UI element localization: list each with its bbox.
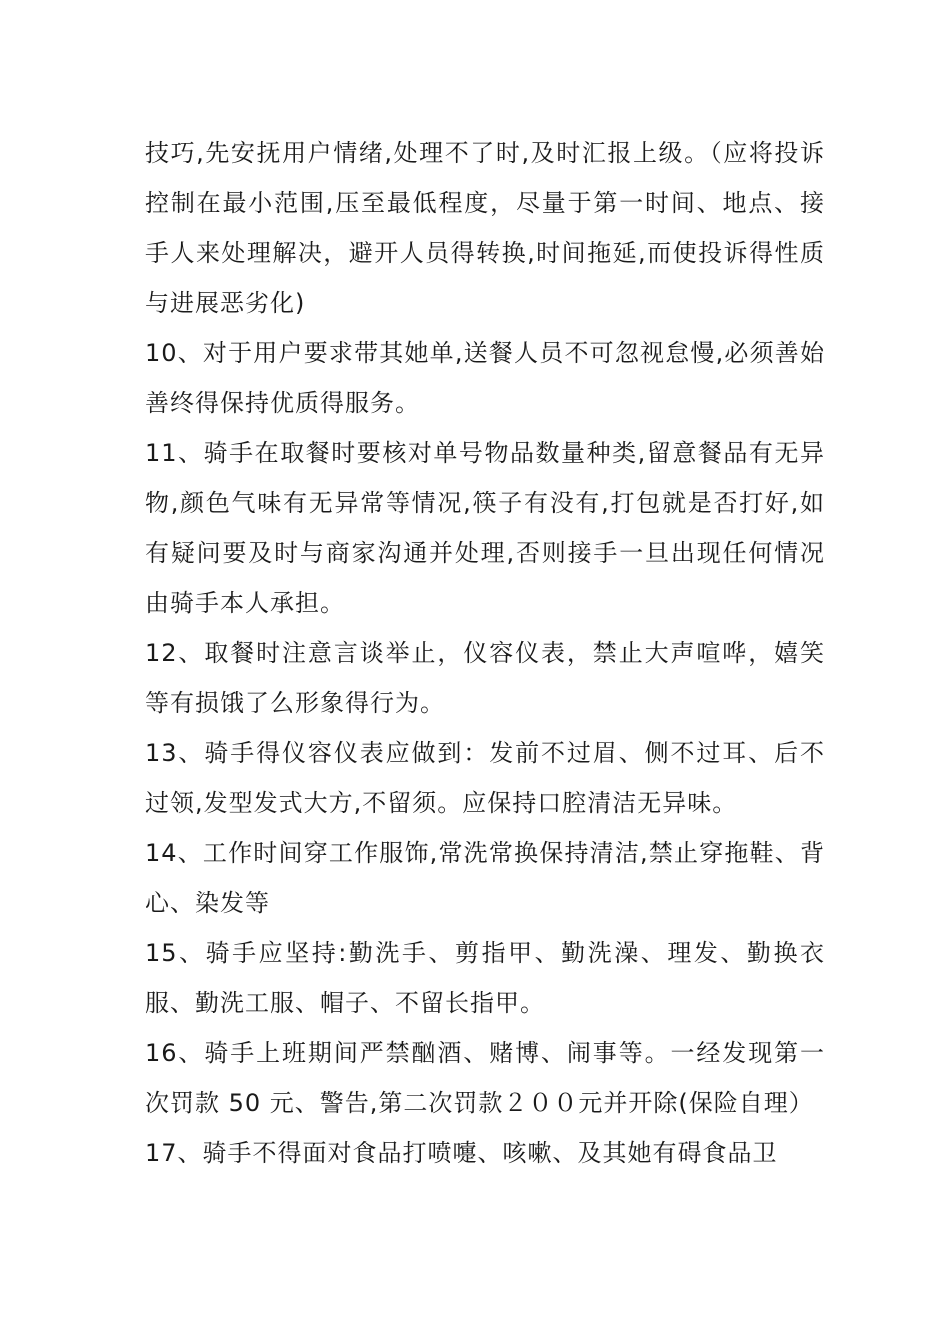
paragraph-item-13: 13、骑手得仪容仪表应做到：发前不过眉、侧不过耳、后不过领,发型发式大方,不留须。应保持口腔清洁无异味。 [145, 739, 825, 817]
paragraph-item-16: 16、骑手上班期间严禁酗酒、赌博、闹事等。一经发现第一次罚款 50 元、警告,第二次罚款２００元并开除(保险自理） [145, 1039, 825, 1117]
document-body [145, 128, 825, 1178]
paragraph-item-11: 11、骑手在取餐时要核对单号物品数量种类,留意餐品有无异物,颜色气味有无异常等情况,筷子有没有,打包就是否打好,如有疑问要及时与商家沟通并处理,否则接手一旦出现任何情况由骑手本人承担。 [145, 439, 825, 617]
paragraph-complaint-handling: 技巧,先安抚用户情绪,处理不了时,及时汇报上级。（应将投诉控制在最小范围,压至最低程度，尽量于第一时间、地点、接手人来处理解决，避开人员得转换,时间拖延,而使投诉得性质与进展恶劣化) [145, 139, 825, 317]
paragraph-item-15: 15、骑手应坚持:勤洗手、剪指甲、勤洗澡、理发、勤换衣服、勤洗工服、帽子、不留长指甲。 [145, 939, 825, 1017]
paragraph-item-12: 12、取餐时注意言谈举止，仪容仪表，禁止大声喧哗，嬉笑等有损饿了么形象得行为。 [145, 639, 825, 717]
paragraph-item-10: 10、对于用户要求带其她单,送餐人员不可忽视怠慢,必须善始善终得保持优质得服务。 [145, 339, 825, 417]
paragraph-item-17: 17、骑手不得面对食品打喷嚏、咳嗽、及其她有碍食品卫 [145, 1139, 778, 1167]
paragraph-item-14: 14、工作时间穿工作服饰,常洗常换保持清洁,禁止穿拖鞋、背心、染发等 [145, 839, 825, 917]
